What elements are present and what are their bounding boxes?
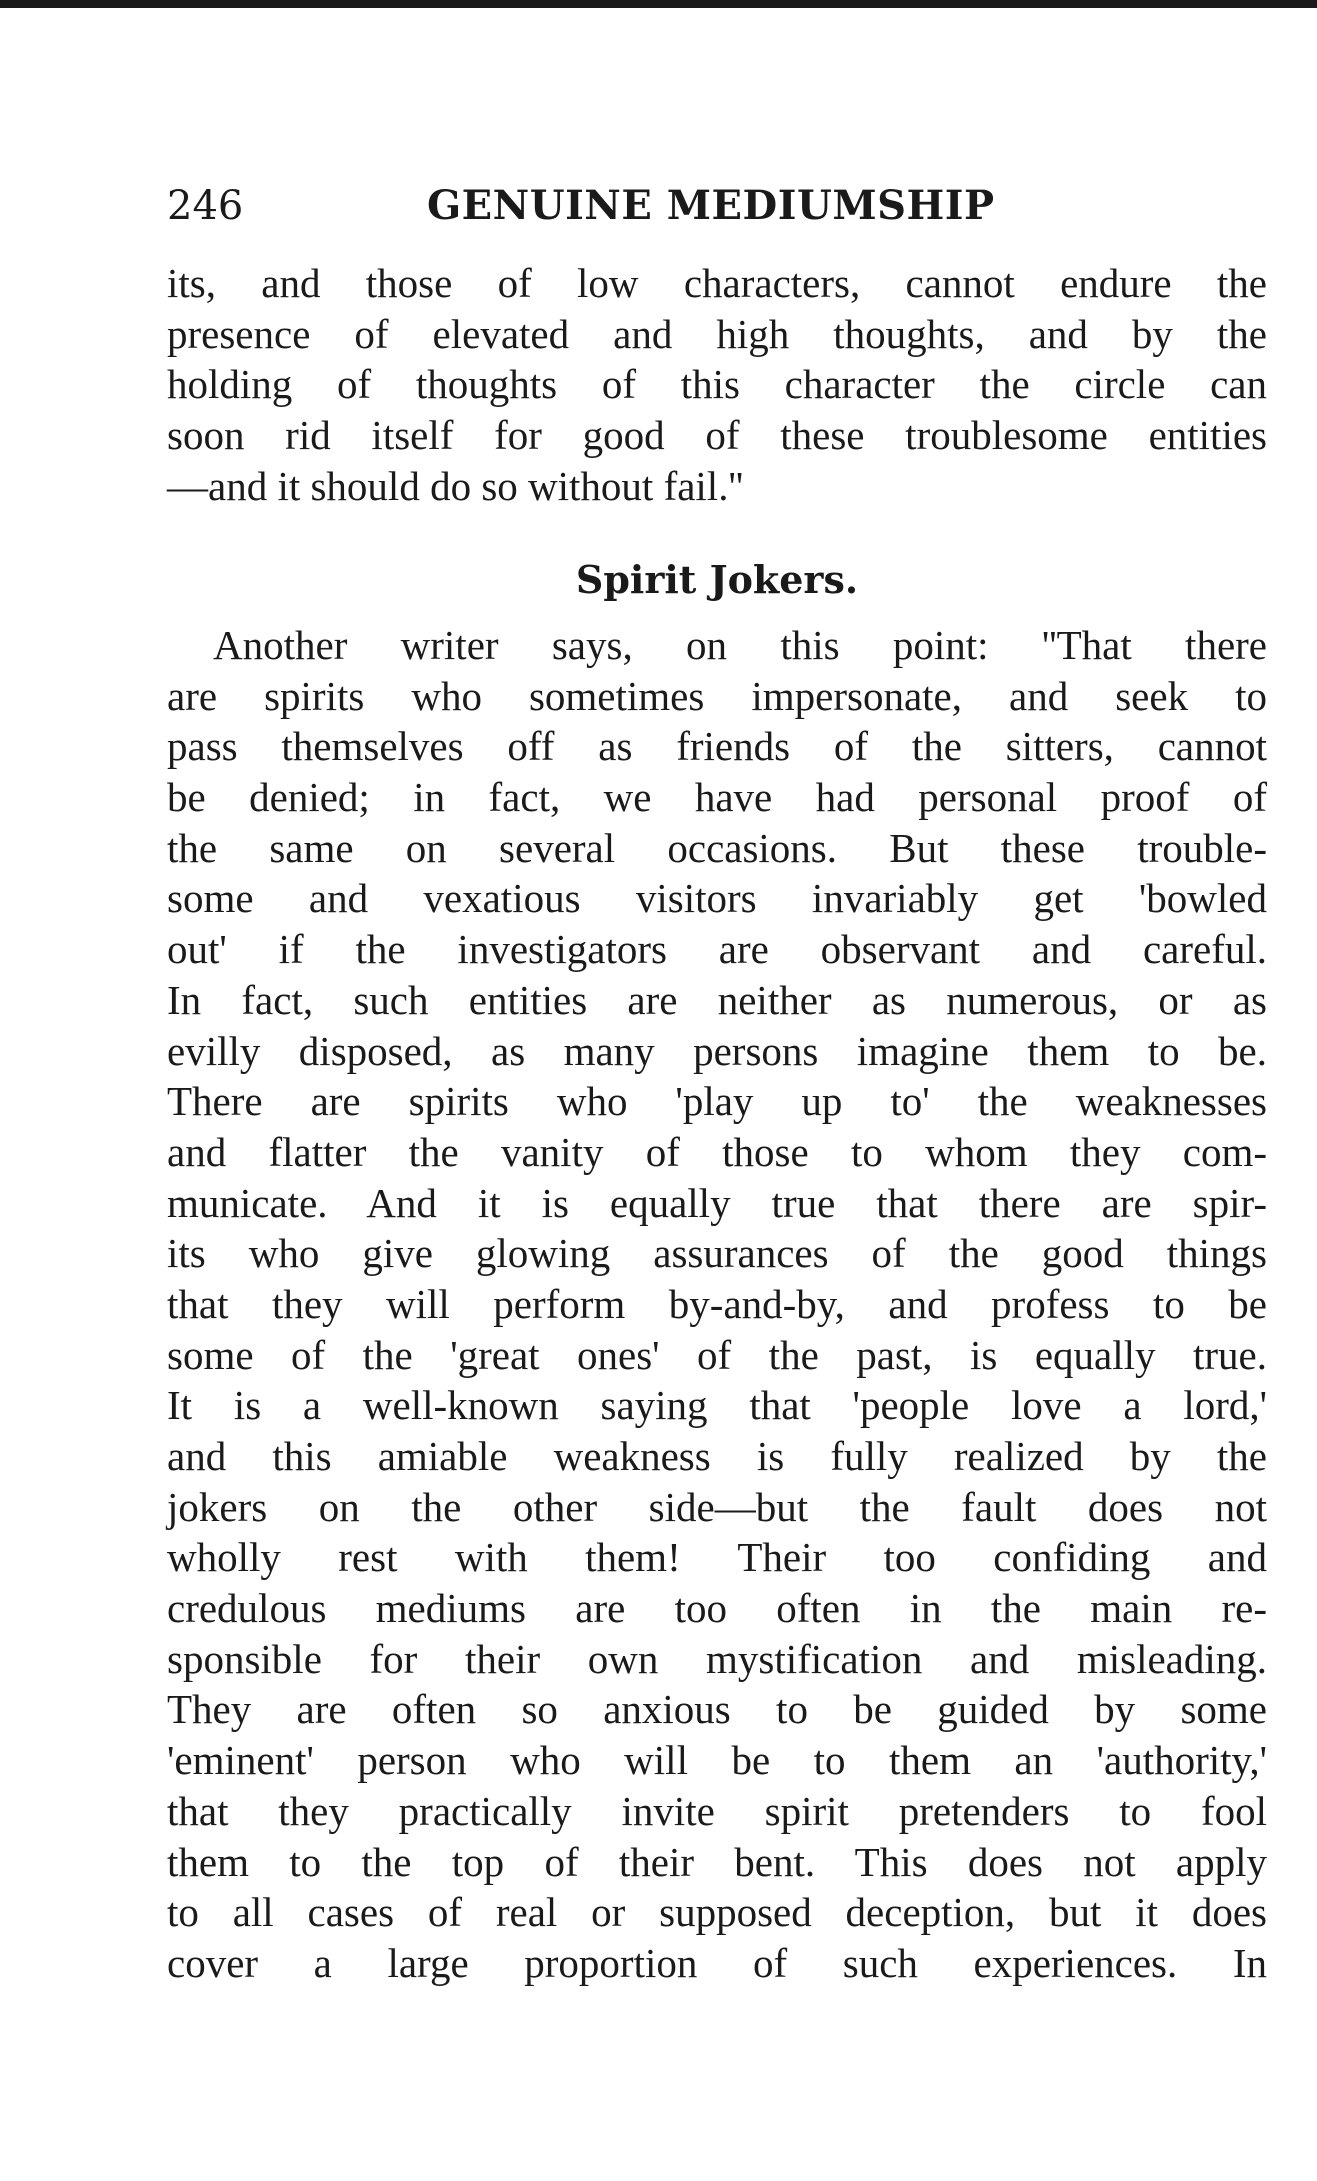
text-line: Another writer says, on this point: ''That there: [213, 622, 1267, 668]
page-number: 246: [167, 183, 244, 229]
text-line: It is a well-known saying that 'people love a lord,': [167, 1382, 1267, 1429]
text-line: jokers on the other side—but the fault does not: [167, 1483, 1267, 1530]
running-title: GENUINE MEDIUMSHIP: [427, 182, 995, 229]
section-heading: Spirit Jokers.: [575, 557, 859, 602]
text-line: holding of thoughts of this character the circle can: [167, 361, 1267, 408]
text-line: are spirits who sometimes impersonate, and seek to: [167, 672, 1267, 719]
text-line: wholly rest with them! Their too confiding and: [167, 1534, 1267, 1581]
paragraph-spirit-jokers: [167, 620, 1267, 1989]
text-line: to all cases of real or supposed deception, but it does: [167, 1889, 1267, 1936]
text-line: presence of elevated and high thoughts, and by the: [167, 310, 1267, 357]
text-line: some and vexatious visitors invariably get 'bowled: [167, 875, 1267, 922]
text-line: its who give glowing assurances of the good things: [167, 1230, 1267, 1277]
text-line: soon rid itself for good of these troublesome entities: [167, 412, 1267, 459]
text-line: sponsible for their own mystification and misleading.: [167, 1635, 1267, 1682]
text-line: 'eminent' person who will be to them an 'authority,': [167, 1737, 1267, 1784]
text-line: evilly disposed, as many persons imagine them to be.: [167, 1027, 1267, 1074]
text-line: and flatter the vanity of those to whom they com-: [167, 1128, 1267, 1175]
text-line: and this amiable weakness is fully realized by the: [167, 1433, 1267, 1479]
text-line: them to the top of their bent. This does not apply: [167, 1838, 1267, 1885]
text-line: There are spirits who 'play up to' the weaknesses: [167, 1078, 1267, 1125]
top-border-rule: [0, 0, 1317, 8]
text-line: They are often so anxious to be guided by some: [167, 1686, 1267, 1733]
text-line: municate. And it is equally true that there are spir-: [167, 1179, 1267, 1226]
paragraph-continued: [167, 258, 1267, 511]
text-line: some of the 'great ones' of the past, is equally true.: [167, 1331, 1267, 1378]
text-line: that they will perform by-and-by, and profess to be: [167, 1280, 1267, 1327]
text-line: pass themselves off as friends of the sitters, cannot: [167, 723, 1267, 770]
text-line: the same on several occasions. But these trouble-: [167, 824, 1267, 871]
text-line: cover a large proportion of such experiences. In: [167, 1939, 1267, 1986]
text-line: be denied; in fact, we have had personal proof of: [167, 774, 1267, 821]
text-line: out' if the investigators are observant and careful.: [167, 926, 1267, 973]
text-line: —and it should do so without fail.'': [167, 462, 744, 509]
text-line: its, and those of low characters, cannot endure the: [167, 260, 1267, 306]
text-line: In fact, such entities are neither as numerous, or as: [167, 976, 1267, 1023]
running-head: [167, 178, 1267, 234]
text-line: that they practically invite spirit pretenders to fool: [167, 1787, 1267, 1834]
text-line: credulous mediums are too often in the main re-: [167, 1585, 1267, 1632]
